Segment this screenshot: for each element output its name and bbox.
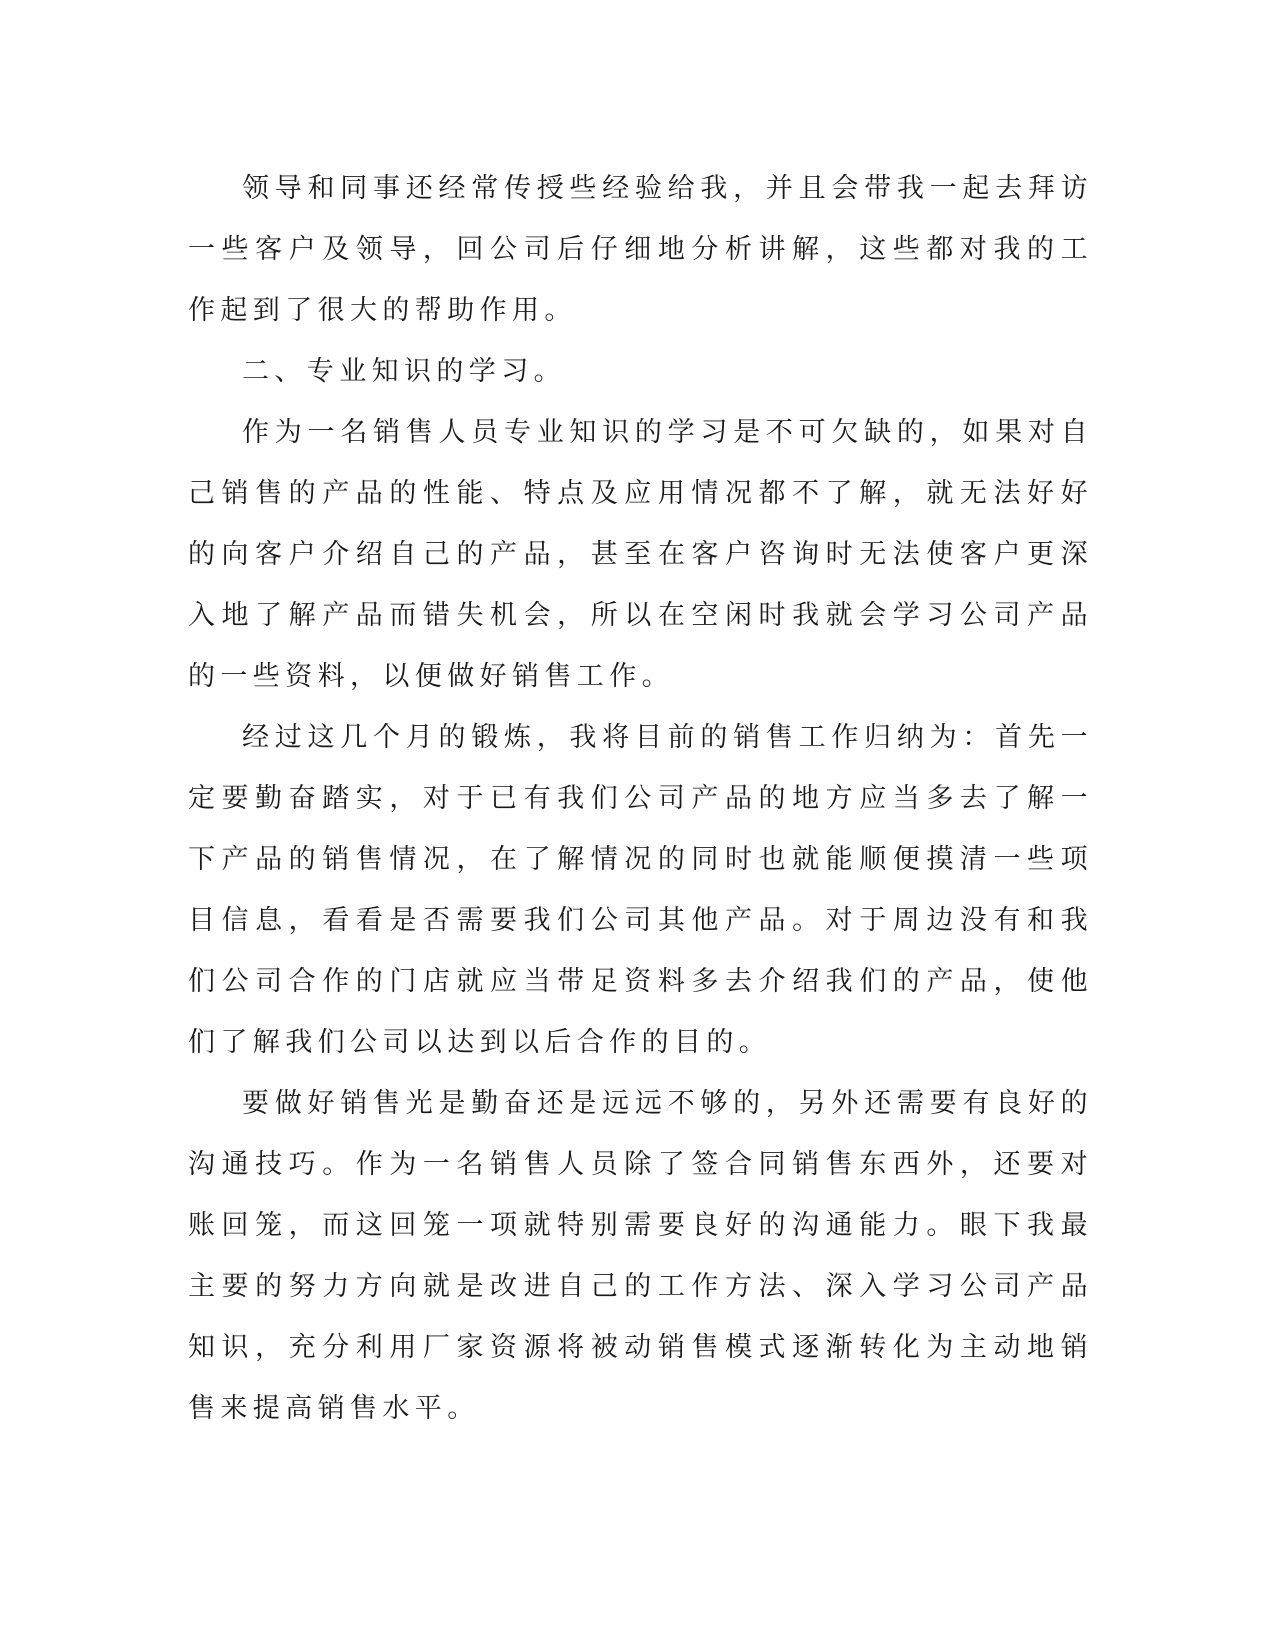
paragraph-product-knowledge: 作为一名销售人员专业知识的学习是不可欠缺的，如果对自己销售的产品的性能、特点及应用情况都不了解，就无法好好的向客户介绍自己的产品，甚至在客户咨询时无法使客户更深入地了解产品而错失机会，所以在空闲时我就会学习公司产品的一些资料，以便做好销售工作。	[188, 417, 1093, 692]
section-heading-professional-knowledge: 二、专业知识的学习。	[242, 356, 566, 387]
paragraph-communication-skills: 要做好销售光是勤奋还是远远不够的，另外还需要有良好的沟通技巧。作为一名销售人员除了签合同销售东西外，还要对账回笼，而这回笼一项就特别需要良好的沟通能力。眼下我最主要的努力方向就是改进自己的工作方法、深入学习公司产品知识，充分利用厂家资源将被动销售模式逐渐转化为主动地销售来提高销售水平。	[188, 1088, 1093, 1424]
document-body	[188, 158, 1093, 1439]
paragraph-guidance: 领导和同事还经常传授些经验给我，并且会带我一起去拜访一些客户及领导，回公司后仔细地分析讲解，这些都对我的工作起到了很大的帮助作用。	[188, 173, 1093, 326]
paragraph-sales-summary: 经过这几个月的锻炼，我将目前的销售工作归纳为：首先一定要勤奋踏实，对于已有我们公司产品的地方应当多去了解一下产品的销售情况，在了解情况的同时也就能顺便摸清一些项目信息，看看是否需要我们公司其他产品。对于周边没有和我们公司合作的门店就应当带足资料多去介绍我们的产品，使他们了解我们公司以达到以后合作的目的。	[188, 722, 1093, 1058]
